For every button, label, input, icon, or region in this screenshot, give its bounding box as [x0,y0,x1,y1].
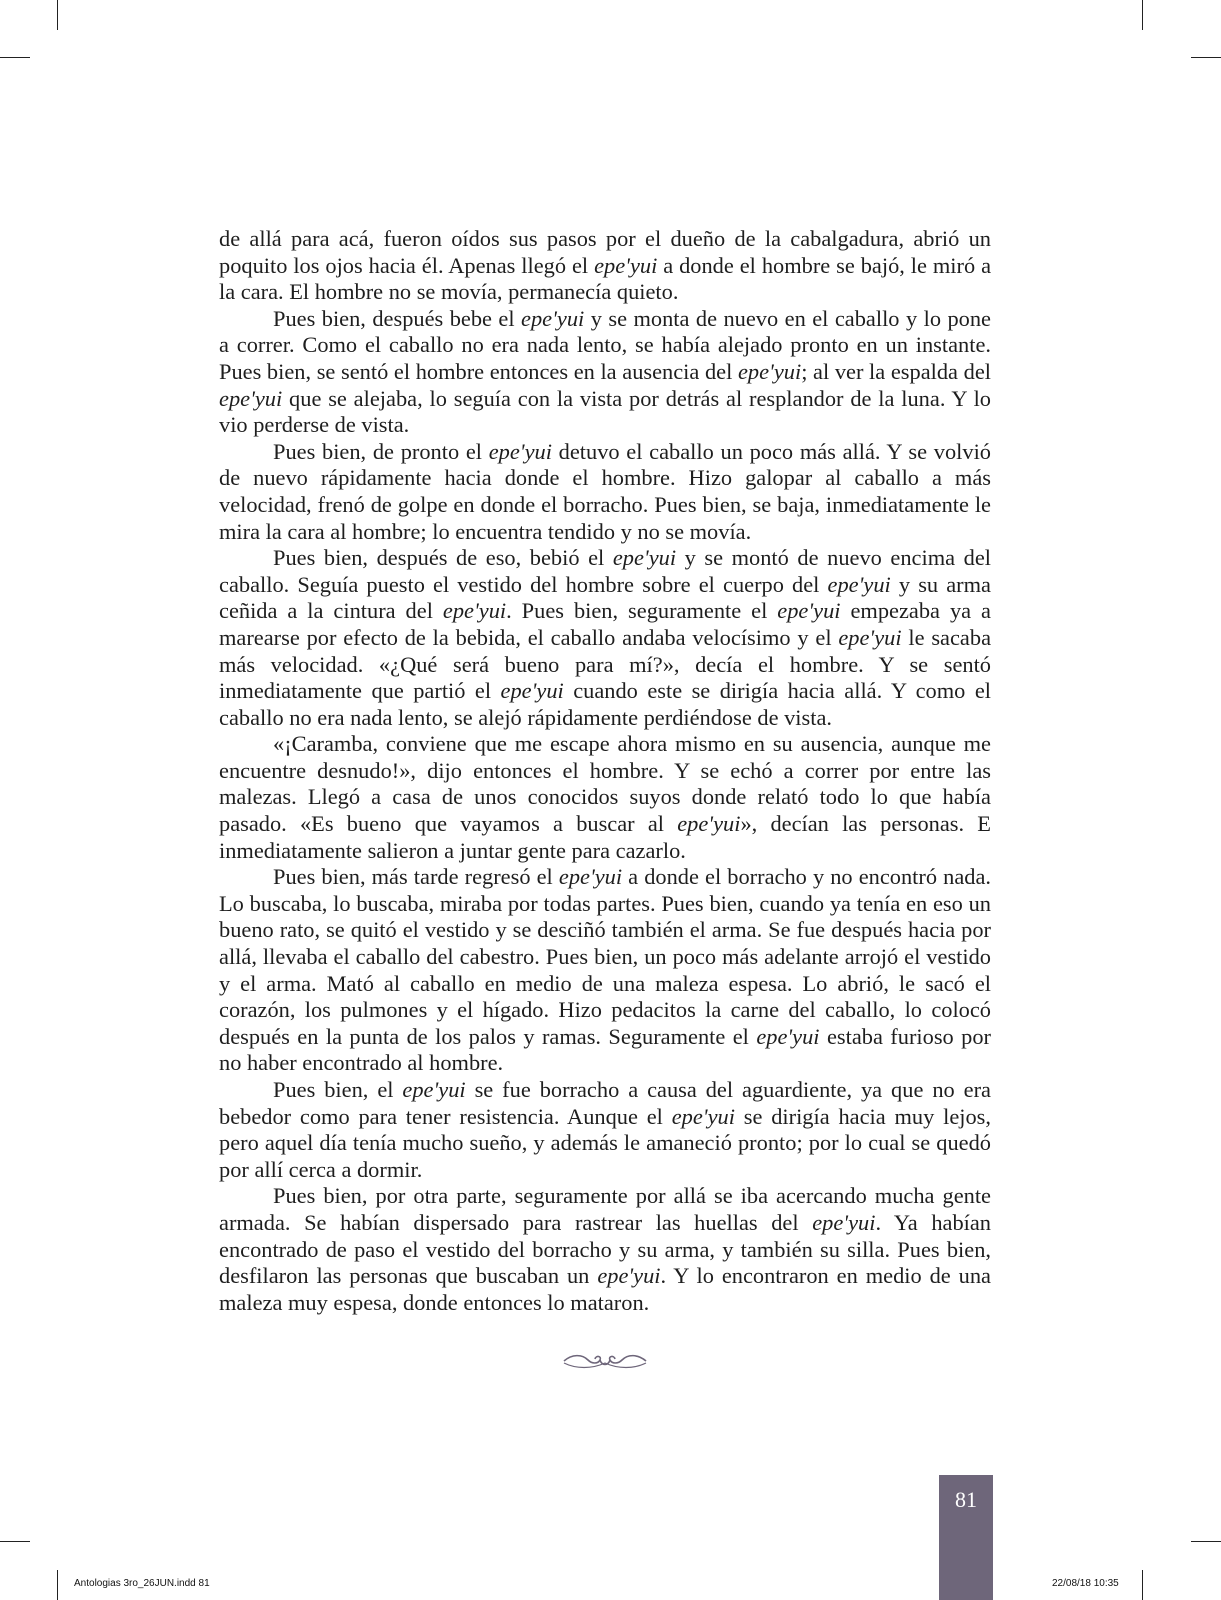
crop-mark [1142,0,1143,30]
paragraph [219,1077,991,1183]
italic-term: epe'yui [594,252,658,278]
paragraph [219,226,991,306]
crop-mark [1191,57,1221,58]
crop-mark [1142,1570,1143,1600]
text-run: . Ya habían encontrado de paso el vestido del borracho y su arma, y también su silla. Pues bien, desfilaron las personas que buscaban un [219,1209,991,1289]
crop-mark [57,0,58,30]
italic-term: epe'yui [737,358,802,384]
text-run: Pues bien, después bebe el [273,305,522,331]
slug-timestamp: 22/08/18 10:35 [1052,1578,1119,1589]
paragraph [219,1183,991,1316]
text-run: y su arma ceñida a la cintura del [219,571,991,624]
italic-term: epe'yui [558,864,623,890]
italic-term: epe'yui [677,811,741,837]
text-run: Pues bien, de pronto el [273,438,489,464]
paragraph [219,306,991,439]
text-run: y se monta de nuevo en el caballo y lo pone a correr. Como el caballo no era nada lento, se había alejado pronto en un instante. Pues bien, se sentó el hombre entonces en la ausencia del [219,305,991,384]
text-run: . Pues bien, seguramente el [506,598,778,624]
text-run: a donde el borracho y no encontró nada. Lo buscaba, lo buscaba, miraba por todas partes. Pues bien, cuando ya tenía en eso un bueno rato, se quitó el vestido y se desciñó también el arma. Se fue después hacia por allá, llevaba el caballo del cabestro. Pues bien, un poco más adelante arrojó el vestido y el arma. Mató al caballo en medio de una maleza espesa. Lo abrió, le sacó el corazón, los pulmones y el hígado. Hizo pedacitos la carne del caballo, lo colocó después en la punta de los palos y ramas. Seguramente el [219,864,992,1049]
paragraph [219,864,991,1077]
crop-mark [0,1541,30,1542]
page-number-box [939,1475,993,1600]
italic-term: epe'yui [838,624,902,650]
italic-term: epe'yui [521,305,585,331]
text-run: que se alejaba, lo seguía con la vista por detrás al resplandor de la luna. Y lo vio perderse de vista. [219,385,991,438]
crop-mark [0,57,30,58]
paragraph [219,439,991,545]
italic-term: epe'yui [442,598,507,624]
ornamental-flourish-icon [562,1350,648,1372]
paragraph [219,545,991,731]
text-run: cuando este se dirigía hacia allá. Y como el caballo no era nada lento, se alejó rápidamente perdiéndose de vista. [219,678,991,730]
page-number: 81 [955,1487,977,1512]
text-run: . Y lo encontraron en medio de una maleza muy espesa, donde entonces lo mataron. [219,1263,991,1315]
text-run: Pues bien, después de eso, bebió el [273,545,613,571]
text-run: a donde el hombre se bajó, le miró a la cara. El hombre no se movía, permanecía quieto. [219,252,992,305]
text-run: Pues bien, por otra parte, seguramente por allá se iba acercando mucha gente armada. Se habían dispersado para rastrear las huellas del [219,1183,991,1235]
text-run: se dirigía hacia muy lejos, pero aquel día tenía mucho sueño, y además le amaneció pronto; por lo cual se quedó por allí cerca a dormir. [219,1103,991,1182]
text-run: se fue borracho a causa del aguardiente, ya que no era bebedor como para tener resistencia. Aunque el [219,1077,991,1129]
italic-term: epe'yui [219,385,283,411]
text-run: Pues bien, el [273,1077,403,1102]
text-run: detuvo el caballo un poco más allá. Y se volvió de nuevo rápidamente hacia donde el hombre. Hizo galopar al caballo a más velocidad, frenó de golpe en donde el borracho. Pues bien, se baja, inmediatamente le mira la cara al hombre; lo encuentra tendido y no se movía. [219,438,991,544]
text-run: de allá para acá, fueron oídos sus pasos por el dueño de la cabalgadura, abrió un poquito los ojos hacia él. Apenas llegó el [219,226,991,278]
italic-term: epe'yui [812,1209,876,1235]
crop-mark [1191,1541,1221,1542]
italic-term: epe'yui [597,1263,661,1289]
italic-term: epe'yui [402,1077,466,1102]
italic-term: epe'yui [777,598,841,624]
italic-term: epe'yui [827,571,891,597]
italic-term: epe'yui [500,678,564,704]
text-run: ; al ver la espalda del [801,358,991,384]
text-run: Pues bien, más tarde regresó el [273,864,559,890]
italic-term: epe'yui [488,438,552,464]
text-run: le sacaba más velocidad. «¿Qué será bueno para mí?», decía el hombre. Y se sentó inmediatamente que partió el [219,624,992,704]
text-run: «¡Caramba, conviene que me escape ahora mismo en su ausencia, aunque me encuentre desnudo!», dijo entonces el hombre. Y se echó a correr por entre las malezas. Llegó a casa de unos conocidos suyos donde relató todo lo que había pasado. «Es bueno que vayamos a buscar al [219,731,991,837]
text-run: », decían las personas. E inmediatamente salieron a juntar gente para cazarlo. [219,811,991,863]
italic-term: epe'yui [671,1103,735,1129]
text-run: y se montó de nuevo encima del caballo. Seguía puesto el vestido del hombre sobre el cuerpo del [219,545,991,597]
italic-term: epe'yui [756,1023,820,1049]
text-run: empezaba ya a marearse por efecto de la bebida, el caballo andaba velocísimo y el [219,598,991,650]
paragraph [219,731,991,864]
story-body-text [219,226,991,1316]
italic-term: epe'yui [612,545,677,571]
crop-mark [57,1570,58,1600]
text-run: estaba furioso por no haber encontrado al hombre. [219,1023,991,1076]
slug-file-info: Antologias 3ro_26JUN.indd 81 [74,1578,210,1589]
